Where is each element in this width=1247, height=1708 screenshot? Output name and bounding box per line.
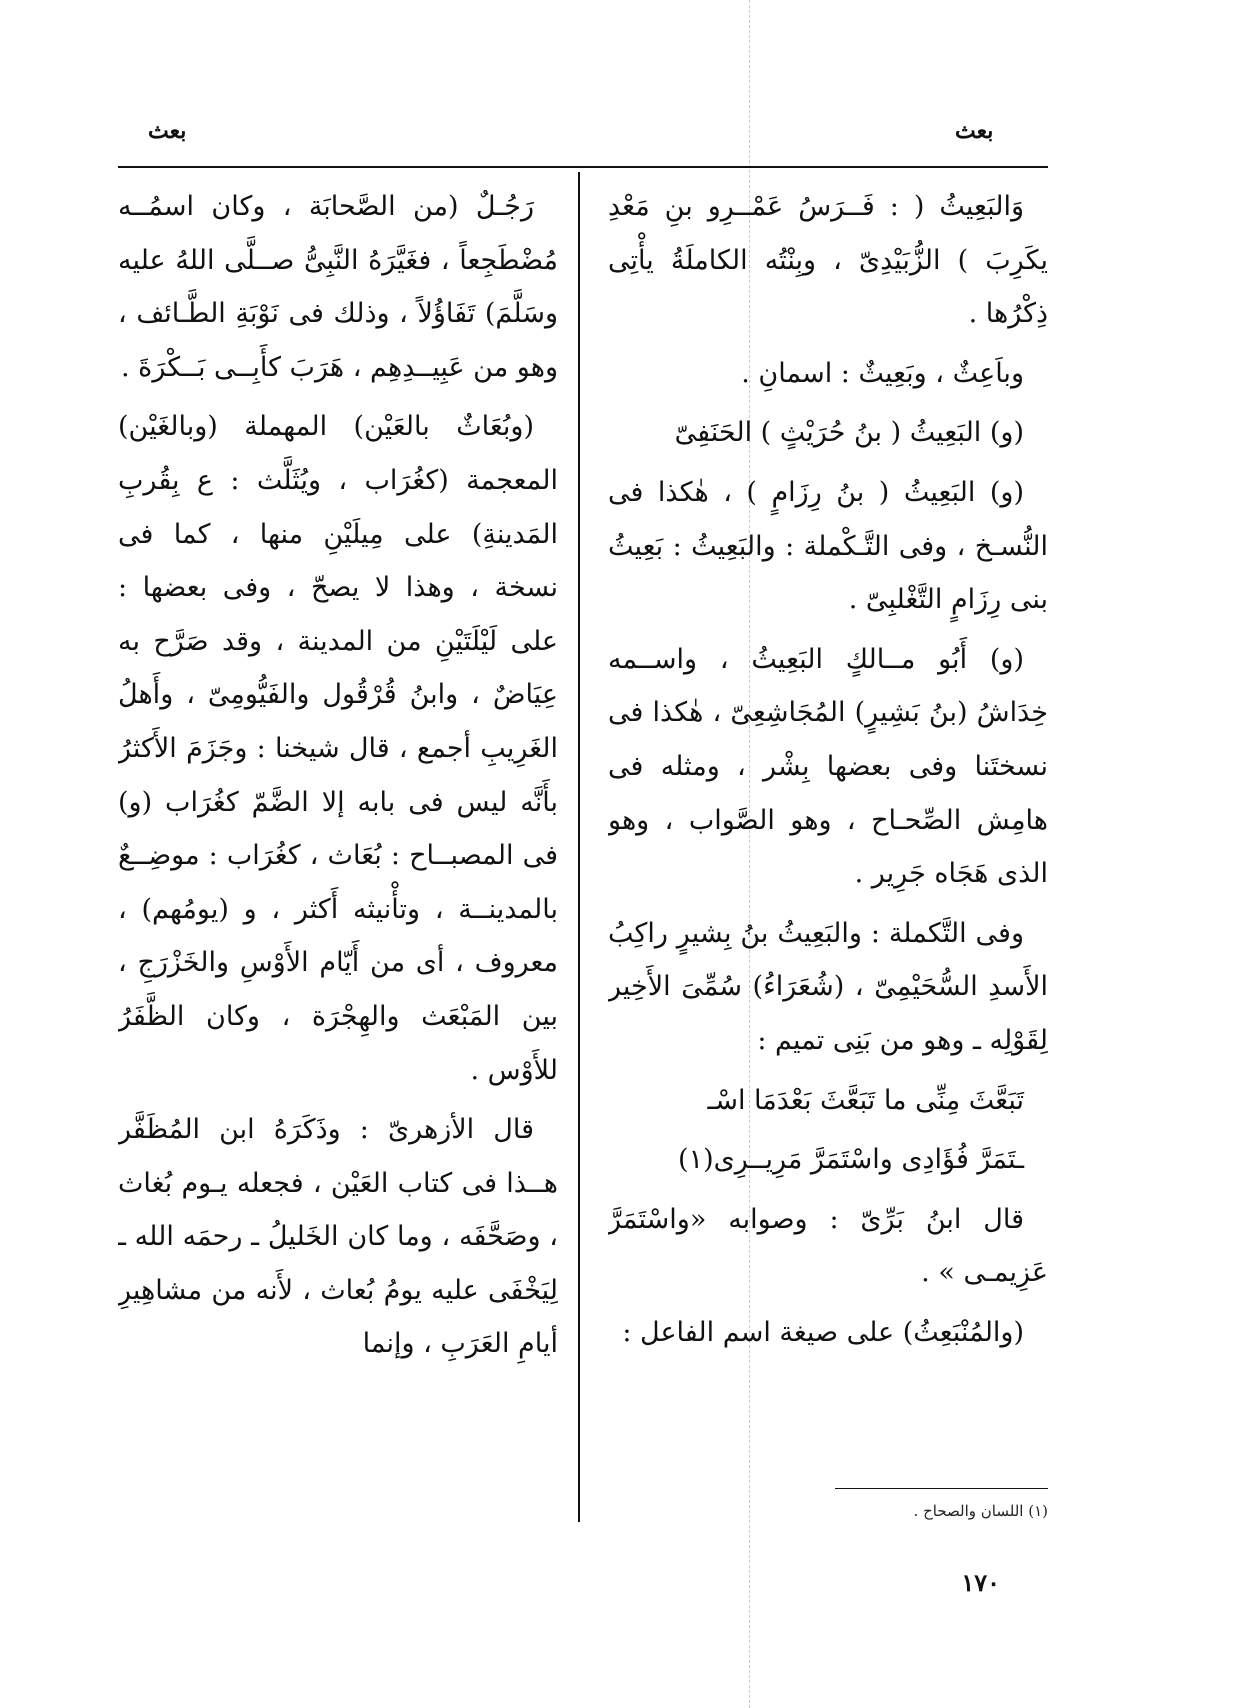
left-paragraph-1: رَجُـلٌ (من الصَّحابَة ، وكان اسمُــه مُضْطَجِعاً ، فغَيَّرَهُ النَّبِىُّ صــلَّى اللهُ عليه وسَلَّمَ) تَفَاؤُلاً ، وذلك فى نَوْبَةِ الطَّـائف ، وهو من عَبِيــدِهِم ، هَرَبَ كأَبِــى بَــكْرَةَ . [118,191,558,383]
right-paragraph-6: وفى التَّكملة : والبَعِيثُ بنُ بِشيرٍ راكِبُ الأَسدِ السُّحَيْمِىّ ، (شُعَرَاءُ) سُمِّىَ الأَخِير لِقَوْلِه ـ وهو من بَنِى تميم : [608,917,1048,1056]
running-header-right: بعث [955,118,994,144]
left-paragraph-3: قال الأزهرىّ : وذَكَرَهُ ابن المُظَفَّر هــذا فى كتاب العَيْن ، فجعله يـوم بُغاث ، وصَحَّفَه ، وما كان الخَليلُ ـ رحمَه الله ـ لِيَخْفَى عليه يومُ بُعاث ، لأَنه من مشاهِيرِ أيامِ العَرَبِ ، وإنما [118,1114,558,1360]
page-number: ١٧٠ [961,1568,1000,1597]
poem-line-1: تَبَعَّثَ مِنِّى ما تَبَعَّثَ بَعْدَمَا اسْـ [707,1084,1024,1116]
left-column [118,180,558,1530]
footnote: (١) اللسان والصحاح . [913,1502,1048,1520]
right-paragraph-2: وباَعِثٌ ، وبَعِيثٌ : اسمانِ . [741,357,1024,389]
right-paragraph-8: (والمُنْبَعِثُ) على صيغة اسم الفاعل : [622,1316,1024,1348]
poem-line-2: ـتَمَرَّ فُؤَادِى واسْتَمَرَّ مَرِيــرِى(١) [678,1144,1024,1176]
left-paragraph-2: (وبُعَاثٌ بالعَيْن) المهملة (وبالغَيْن) المعجمة (كغُرَاب ، ويُثَلَّث : ع بِقُربِ المَدينةِ) على مِيلَيْنِ منها ، كما فى نسخة ، وهذا لا يصحّ ، وفى بعضها : على لَيْلَتَيْنِ من المدينة ، وقد صَرَّح به عِيَاضٌ ، وابنُ قُرْقُول والفَيُّومِىّ ، وأَهلُ الغَرِيبِ أجمع ، قال شيخنا : وجَزَمَ الأَكثرُ بأَنَّه ليس فى بابه إلا الضَّمّ كغُرَاب (و) فى المصبــاح : بُعَاث ، كغُرَاب : موضِــعٌ بالمدينــة ، وتأْنيثه أَكثر ، و (يومُهم) ، معروف ، أى من أَيّام الأَوْسِ والخَزْرَجِ ، بين المَبْعَث والهِجْرَة ، وكان الظَّفَرُ للأَوْس . [118,411,558,1086]
right-paragraph-7: قال ابنُ بَرِّىّ : وصوابه «واسْتَمَرَّ عَزِيمـى » . [608,1203,1048,1289]
footnote-rule [835,1488,1048,1489]
right-paragraph-4: (و) البَعِيثُ ( بنُ رِزَامٍ ) ، هٰكذا فى النُّسـخ ، وفى التَّـكْملة : والبَعِيثُ : بَعِيثُ بنى رِزَامٍ التَّغْلبِىّ . [608,476,1048,616]
header-rule [118,166,1048,168]
right-paragraph-1: وَالبَعِيثُ ( : فَــرَسُ عَمْــرِو بنِ مَعْدِ يكَرِبَ ) الزُّبَيْدِىّ ، وبِنْتُه الكاملَةُ يأْتِى ذِكْرُها . [608,191,1048,330]
right-column [608,180,1048,1470]
column-separator [578,172,580,1522]
running-header-left: بعث [148,118,187,144]
right-paragraph-3: (و) البَعِيثُ ( بنُ حُرَيْثٍ ) الحَنَفِىّ [674,417,1024,449]
right-paragraph-5: (و) أَبُو مــالكٍ البَعِيثُ ، واســمه خِدَاشُ (بنُ بَشِيرٍ) المُجَاشِعِىّ ، هٰكذا فى نسختَنا وفى بعضها بِشْر ، ومثله فى هامِش الصِّحـاح ، وهو الصَّواب ، وهو الذى هَجَاه جَرِير . [608,643,1048,890]
